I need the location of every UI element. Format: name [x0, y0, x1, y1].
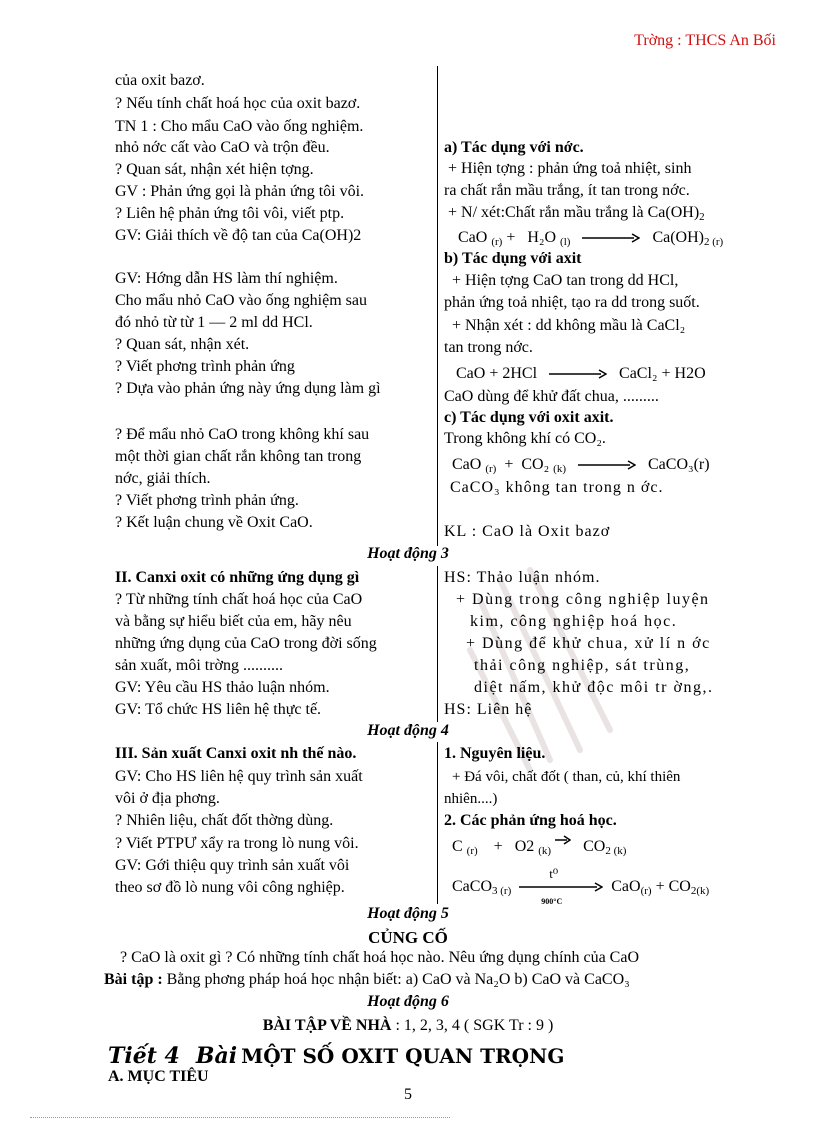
- homework-line: BÀI TẬP VỀ NHÀ : 1, 2, 3, 4 ( SGK Tr : 9 ): [262, 1017, 554, 1034]
- text-line: GV : Phản ứng gọi là phản ứng tôi vôi.: [115, 183, 365, 200]
- reaction-arrow-icon: [582, 233, 640, 243]
- reaction-arrow-icon: [549, 369, 607, 379]
- review-title: CỦNG CỐ: [368, 928, 448, 947]
- equation-1: CaO $_{(r)}$ + H₂O $_{(l)}$ $Ca(OH)_{2 (r)}$: [458, 229, 724, 248]
- text-line: GV: Cho HS liên hệ quy trình sản xuất: [115, 768, 363, 785]
- text-line: nhỏ nớc cất vào CaO và trộn đều.: [115, 139, 330, 156]
- text-line: đó nhỏ từ từ 1 — 2 ml dd HCl.: [115, 314, 313, 331]
- text-line: ? Để mẩu nhỏ CaO trong không khí sau: [115, 426, 370, 443]
- text-line: diệt nấm, khử độc môi tr ờng,.: [474, 679, 714, 696]
- text-line: ? Liên hệ phản ứng tôi vôi, viết ptp.: [115, 205, 345, 222]
- text-line: ? Quan sát, nhận xét.: [115, 336, 250, 353]
- text-line: CaO dùng để khử đất chua, .........: [444, 388, 659, 405]
- subsection-title: 1. Nguyên liệu.: [444, 745, 546, 762]
- text-line: + Dùng trong công nghiệp luyện: [456, 591, 710, 608]
- text-line: ? Nhiên liệu, chất đốt thờng dùng.: [115, 812, 334, 829]
- text-line: ? Viết phơng trình phản ứng: [115, 358, 295, 375]
- activity-6-heading: Hoạt động 6: [367, 993, 449, 1010]
- school-header: Trờng : THCS An Bối: [634, 32, 776, 49]
- text-line: những ứng dụng của CaO trong đời sống: [115, 635, 377, 652]
- text-line: GV: Giải thích về độ tan của Ca(OH)2: [115, 227, 362, 244]
- reaction-arrow-icon: [578, 460, 636, 470]
- reaction-arrow-icon: [555, 833, 571, 847]
- conclusion: KL : CaO là Oxit bazơ: [444, 523, 611, 540]
- footer-divider: [30, 1117, 450, 1118]
- activity-5-heading: Hoạt động 5: [367, 905, 449, 922]
- text-line: một thời gian chất rắn không tan trong: [115, 448, 362, 465]
- text-line: ? Dựa vào phản ứng này ứng dụng làm gì: [115, 380, 381, 397]
- lesson-label: Bài: [195, 1043, 238, 1069]
- review-question: ? CaO là oxit gì ? Có những tính chất hoá học nào. Nêu ứng dụng chính của CaO: [120, 949, 640, 966]
- text-line: thải công nghiệp, sát trùng,: [474, 657, 691, 674]
- text-line: GV: Yêu cầu HS thảo luận nhóm.: [115, 679, 330, 696]
- condition-top: t⁰: [549, 866, 559, 882]
- text-line: Trong không khí có CO₂.: [444, 430, 606, 447]
- arrow-with-condition: [519, 866, 603, 907]
- section-title: III. Sản xuất Canxi oxit nh thế nào.: [115, 745, 357, 762]
- text-line: ? Nếu tính chất hoá học của oxit bazơ.: [115, 95, 361, 112]
- subsection-title: b) Tác dụng với axit: [444, 250, 582, 267]
- text-line: Cho mẩu nhỏ CaO vào ống nghiệm sau: [115, 292, 367, 309]
- text-line: GV: Tổ chức HS liên hệ thực tế.: [115, 701, 322, 718]
- column-divider-3: [437, 742, 438, 904]
- subsection-title: c) Tác dụng với oxit axit.: [444, 409, 614, 426]
- text-line: và bằng sự hiểu biết của em, hãy nêu: [115, 613, 352, 630]
- text-line: tan trong nớc.: [444, 339, 533, 356]
- equation-5: CaCO$_{3 (r)}$ t⁰ 900°C $CaO_{(r)} + CO_{2(k)}$: [452, 876, 709, 902]
- page-number: 5: [404, 1086, 412, 1103]
- lesson-number: Tiết 4: [108, 1043, 180, 1069]
- subsection-title: a) Tác dụng với nớc.: [444, 139, 584, 156]
- subsection-title: 2. Các phản ứng hoá học.: [444, 812, 617, 829]
- activity-4-heading: Hoạt động 4: [367, 722, 449, 739]
- text-line: HS: Liên hệ: [444, 701, 533, 718]
- column-divider-2: [437, 566, 438, 722]
- text-line: ? Viết phơng trình phản ứng.: [115, 492, 299, 509]
- text-line: ? Viết PTPƯ xẩy ra trong lò nung vôi.: [115, 835, 359, 852]
- text-line: ra chất rắn mầu trắng, ít tan trong nớc.: [444, 182, 690, 199]
- condition-bottom: 900°C: [541, 897, 563, 907]
- text-line: TN 1 : Cho mẩu CaO vào ống nghiệm.: [115, 118, 364, 135]
- section-title: II. Canxi oxit có những ứng dụng gì: [115, 569, 360, 586]
- text-line: + N/ xét:Chất rắn mầu trắng là $Ca(OH)_2$: [448, 204, 705, 223]
- text-line: ? Quan sát, nhận xét hiện tợng.: [115, 161, 314, 178]
- text-line: ? Kết luận chung về Oxit CaO.: [115, 514, 313, 531]
- text-line: HS: Thảo luận nhóm.: [444, 569, 601, 586]
- text-line: + Hiện tợng : phản ứng toả nhiệt, sinh: [448, 160, 692, 177]
- equation-3: CaO $_{(r)}$ + CO₂ $_{(k)}$ CaCO₃(r): [452, 456, 710, 475]
- equation-2: CaO + 2HCl CaCl₂ + H2O: [456, 365, 706, 382]
- text-line: ? Từ những tính chất hoá học của CaO: [115, 591, 363, 608]
- equation-4: C $_{(r)}$ + O2 $_{(k)}$ $CO_{2 (k)}$: [452, 833, 626, 862]
- exercise-line: Bài tập : Bằng phơng pháp hoá học nhận biết: a) CaO và Na₂O b) CaO và CaCO₃: [104, 971, 630, 988]
- text-line: nớc, giải thích.: [115, 470, 211, 487]
- text-line: + Hiện tợng CaO tan trong dd HCl,: [452, 272, 679, 289]
- text-line: kim, công nghiệp hoá học.: [470, 613, 678, 630]
- text-line: CaCO₃ không tan trong n ớc.: [450, 479, 664, 496]
- text-line: + Nhận xét : dd không mầu là CaCl₂: [452, 317, 686, 334]
- text-line: nhiên....): [444, 791, 498, 807]
- text-line: phản ứng toả nhiệt, tạo ra dd trong suốt.: [444, 294, 700, 311]
- text-line: sản xuất, môi trờng ..........: [115, 657, 283, 674]
- text-line: của oxit bazơ.: [115, 72, 205, 89]
- lesson-name: MỘT SỐ OXIT QUAN TRỌNG: [241, 1044, 565, 1068]
- text-line: theo sơ đồ lò nung vôi công nghiệp.: [115, 879, 345, 896]
- column-divider-1: [437, 66, 438, 546]
- activity-3-heading: Hoạt động 3: [367, 545, 449, 562]
- text-line: + Dùng để khử chua, xử lí n ớc: [466, 635, 711, 652]
- text-line: + Đá vôi, chất đốt ( than, củ, khí thiên: [452, 769, 681, 785]
- text-line: GV: Hớng dẫn HS làm thí nghiệm.: [115, 270, 338, 287]
- objectives-heading: A. MỤC TIÊU: [108, 1068, 209, 1085]
- text-line: vôi ở địa phơng.: [115, 790, 220, 807]
- text-line: GV: Gới thiệu quy trình sản xuất vôi: [115, 857, 350, 874]
